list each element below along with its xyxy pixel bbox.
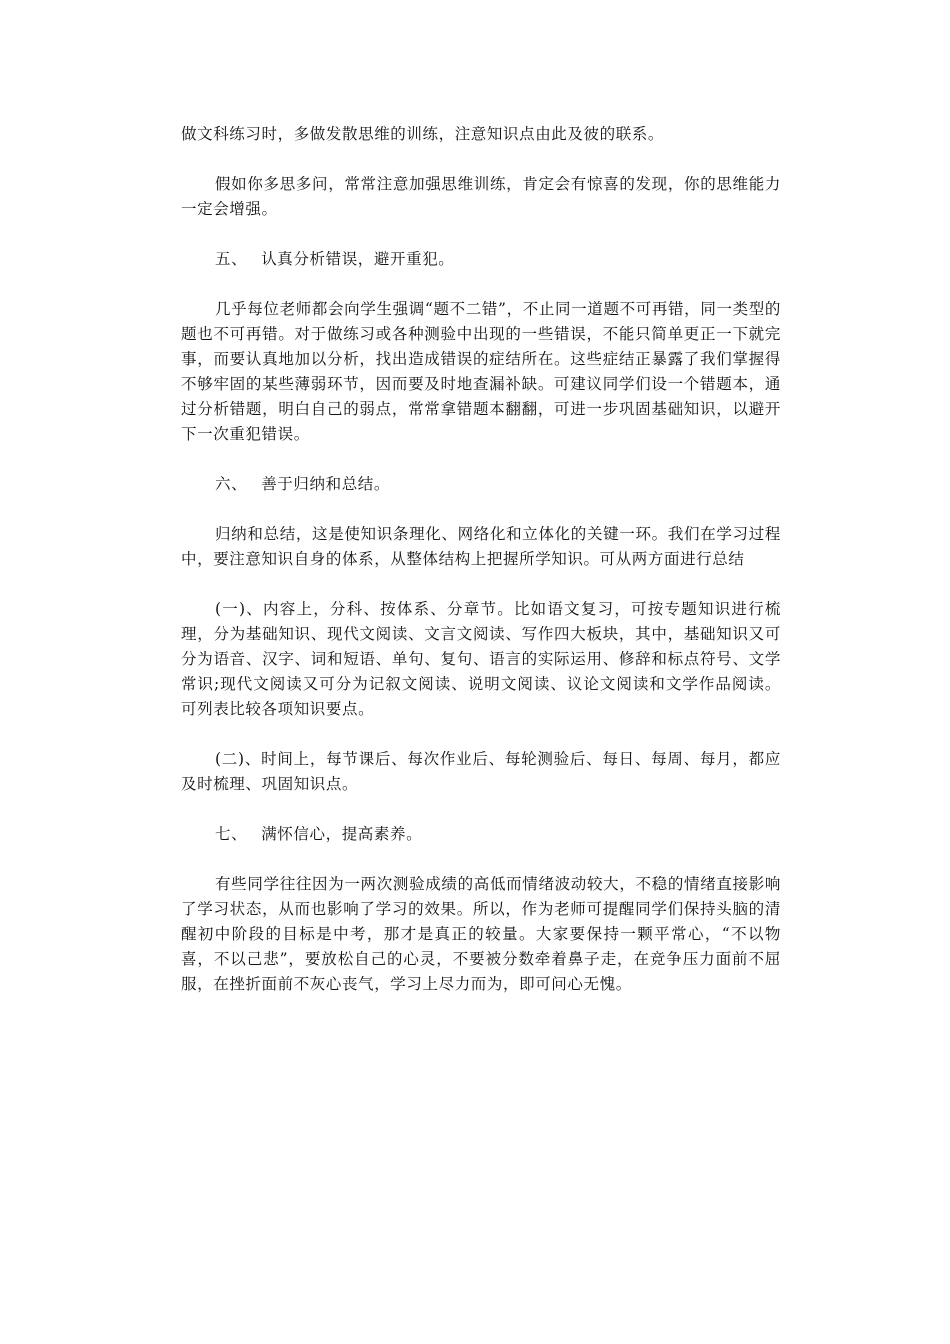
- paragraph-arts-practice: 做文科练习时，多做发散思维的训练，注意知识点由此及彼的联系。: [181, 125, 665, 143]
- paragraph-content-aspect: (一)、内容上，分科、按体系、分章节。比如语文复习，可按专题知识进行梳理，分为基础知识、现代文阅读、文言文阅读、写作四大板块，其中，基础知识又可分为语音、汉字、词和短语、单句、复句、语言的实际运用、修辞和标点符号、文学常识;现代文阅读又可分为记叙文阅读、说明文阅读、议论文阅读和文学作品阅读。可列表比较各项知识要点。: [181, 600, 781, 718]
- document-body: [181, 122, 781, 1022]
- section-title: 认真分析错误，避开重犯。: [261, 250, 455, 268]
- section-heading-7: [181, 822, 781, 847]
- section-number: 六、: [215, 475, 248, 493]
- paragraph-think-more: 假如你多思多问，常常注意加强思维训练，肯定会有惊喜的发现，你的思维能力一定会增强。: [181, 175, 781, 218]
- paragraph-time-aspect: (二)、时间上，每节课后、每次作业后、每轮测验后、每日、每周、每月，都应及时梳理、巩固知识点。: [181, 750, 781, 793]
- section-number: 七、: [215, 825, 248, 843]
- section-title: 善于归纳和总结。: [261, 475, 391, 493]
- paragraph-analyze-errors: 几乎每位老师都会向学生强调“题不二错”，不止同一道题不可再错，同一类型的题也不可再错。对于做练习或各种测验中出现的一些错误，不能只简单更正一下就完事，而要认真地加以分析，找出造成错误的症结所在。这些症结正暴露了我们掌握得不够牢固的某些薄弱环节，因而要及时地查漏补缺。可建议同学们设一个错题本，通过分析错题，明白自己的弱点，常常拿错题本翻翻，可进一步巩固基础知识，以避开下一次重犯错误。: [181, 300, 781, 443]
- paragraph-confidence: 有些同学往往因为一两次测验成绩的高低而情绪波动较大，不稳的情绪直接影响了学习状态，从而也影响了学习的效果。所以，作为老师可提醒同学们保持头脑的清醒初中阶段的目标是中考，那才是真正的较量。大家要保持一颗平常心，“不以物喜，不以己悲”，要放松自己的心灵，不要被分数牵着鼻子走，在竞争压力面前不屈服，在挫折面前不灰心丧气，学习上尽力而为，即可问心无愧。: [181, 875, 781, 993]
- paragraph-summarize: 归纳和总结，这是使知识条理化、网络化和立体化的关键一环。我们在学习过程中，要注意知识自身的体系，从整体结构上把握所学知识。可从两方面进行总结: [181, 525, 781, 568]
- section-title: 满怀信心，提高素养。: [261, 825, 423, 843]
- section-number: 五、: [215, 250, 248, 268]
- section-heading-5: [181, 247, 781, 272]
- section-heading-6: [181, 472, 781, 497]
